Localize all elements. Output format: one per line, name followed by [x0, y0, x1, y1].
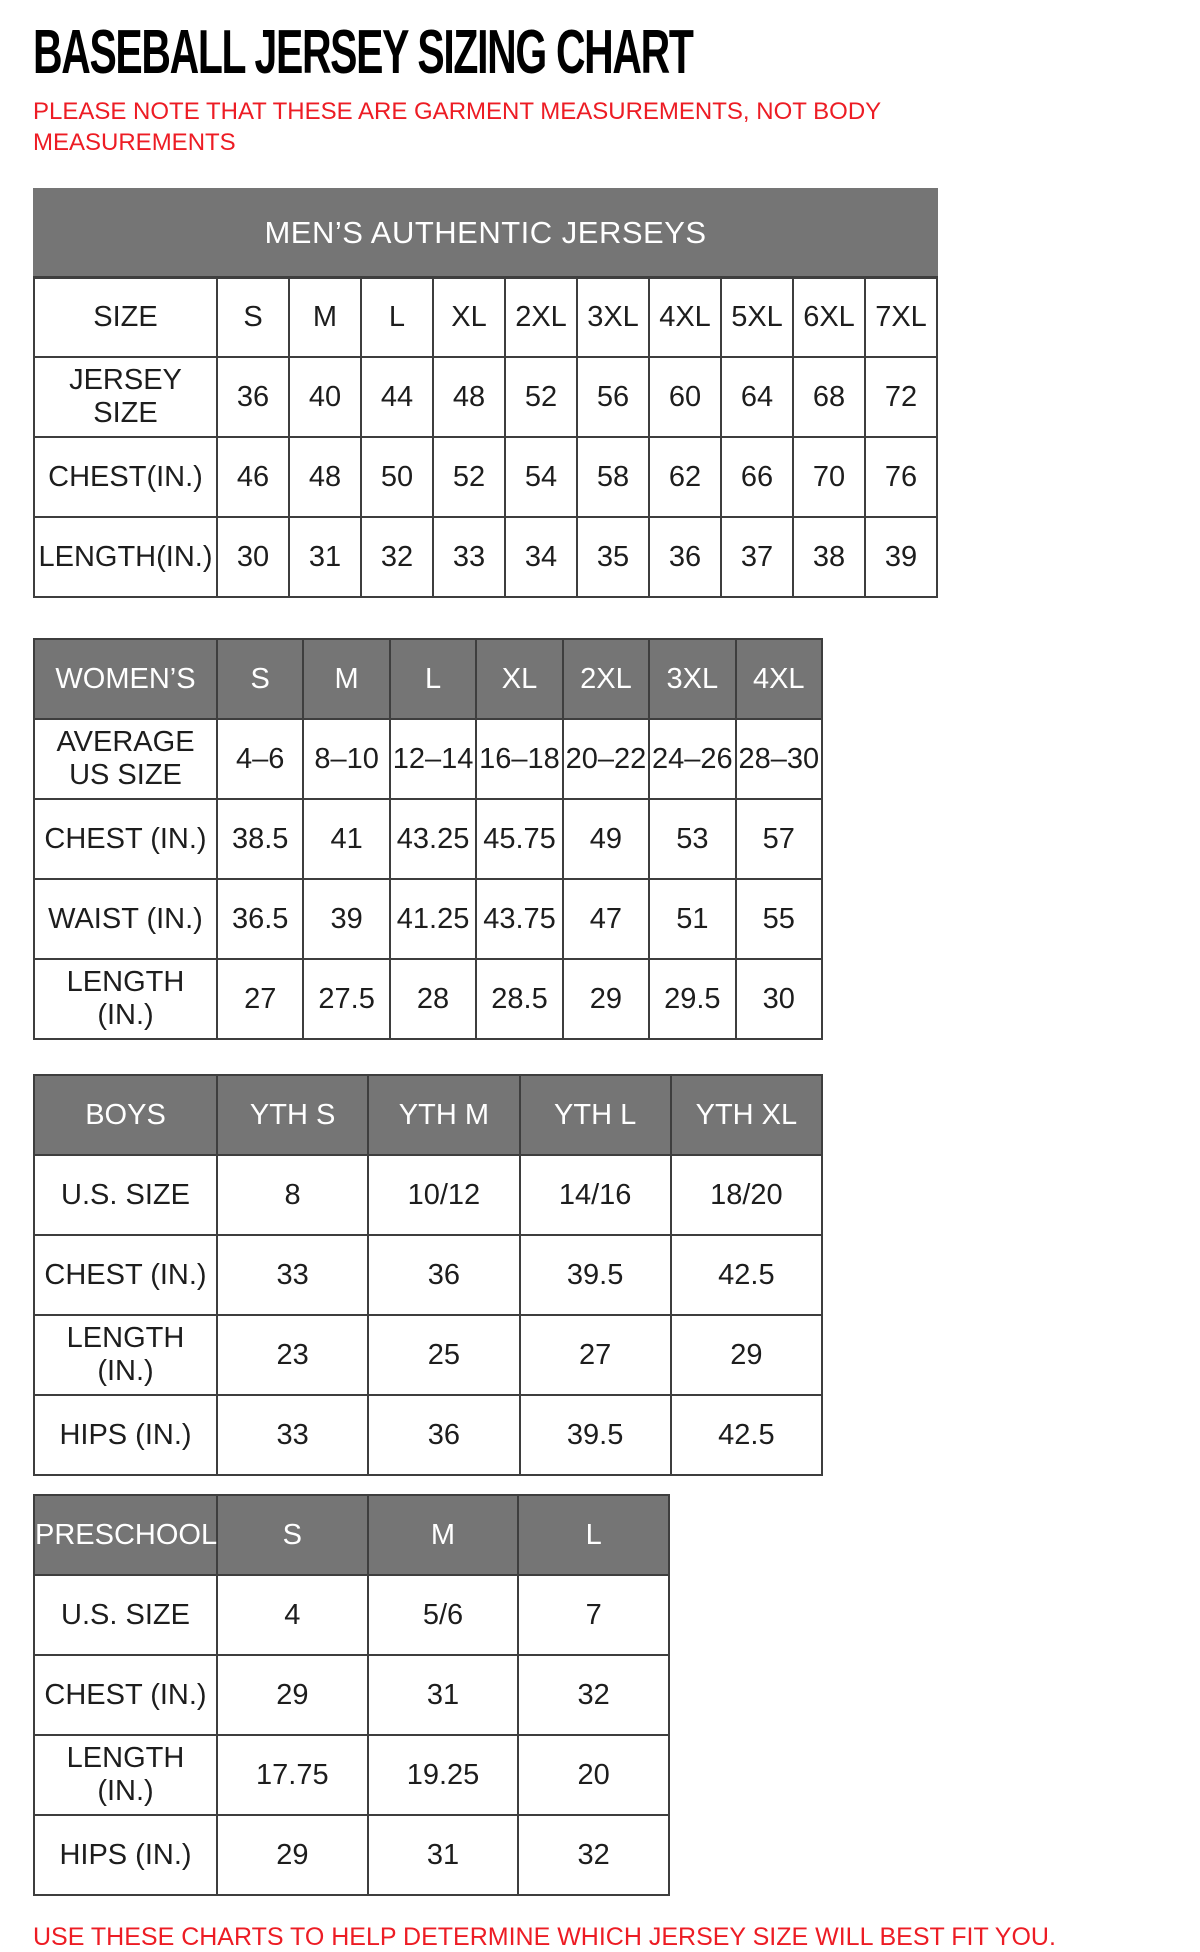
table-cell: 28–30	[736, 719, 822, 799]
table-cell: 36.5	[217, 879, 303, 959]
table-cell: 66	[721, 437, 793, 517]
table-cell: 5/6	[368, 1575, 519, 1655]
column-header: L	[390, 639, 476, 719]
table-cell: 36	[649, 517, 721, 597]
table-row	[34, 1155, 822, 1235]
table-cell: 8	[217, 1155, 368, 1235]
row-label: LENGTH (IN.)	[34, 1735, 217, 1815]
table-cell: 20–22	[563, 719, 649, 799]
table-cell: 20	[518, 1735, 669, 1815]
column-header: PRESCHOOL	[34, 1495, 217, 1575]
table-cell: 43.25	[390, 799, 476, 879]
table-cell: 29.5	[649, 959, 735, 1039]
table-row	[34, 1315, 822, 1395]
table-row	[34, 959, 822, 1039]
preschool-sizing-table	[33, 1494, 670, 1896]
table-row	[34, 1075, 822, 1155]
table-cell: 29	[671, 1315, 822, 1395]
table-cell: 30	[736, 959, 822, 1039]
table-cell: 42.5	[671, 1395, 822, 1475]
row-label: CHEST (IN.)	[34, 799, 217, 879]
table-cell: 70	[793, 437, 865, 517]
table-cell: M	[289, 277, 361, 357]
table-row	[34, 799, 822, 879]
table-cell: 32	[518, 1655, 669, 1735]
row-label: SIZE	[34, 277, 217, 357]
row-label: AVERAGE US SIZE	[34, 719, 217, 799]
garment-measurements-note: PLEASE NOTE THAT THESE ARE GARMENT MEASUREMENTS, NOT BODY MEASUREMENTS	[33, 98, 881, 157]
table-cell: 39	[303, 879, 389, 959]
table-cell: 62	[649, 437, 721, 517]
column-header: XL	[476, 639, 562, 719]
row-label: CHEST (IN.)	[34, 1235, 217, 1315]
table-cell: L	[361, 277, 433, 357]
womens-sizing-table	[33, 638, 823, 1040]
table-cell: 39.5	[520, 1235, 671, 1315]
table-cell: 14/16	[520, 1155, 671, 1235]
table-cell: 76	[865, 437, 937, 517]
table-cell: 49	[563, 799, 649, 879]
table-cell: 12–14	[390, 719, 476, 799]
table-row	[34, 639, 822, 719]
table-cell: 31	[368, 1655, 519, 1735]
table-cell: 53	[649, 799, 735, 879]
table-cell: 43.75	[476, 879, 562, 959]
row-label: HIPS (IN.)	[34, 1815, 217, 1895]
row-label: CHEST(IN.)	[34, 437, 217, 517]
table-cell: 34	[505, 517, 577, 597]
table-cell: 16–18	[476, 719, 562, 799]
table-cell: 38.5	[217, 799, 303, 879]
table-cell: 44	[361, 357, 433, 437]
page-title: BASEBALL JERSEY SIZING CHART	[33, 18, 693, 87]
table-cell: 39	[865, 517, 937, 597]
column-header: M	[368, 1495, 519, 1575]
row-label: WAIST (IN.)	[34, 879, 217, 959]
row-label: CHEST (IN.)	[34, 1655, 217, 1735]
table-cell: 40	[289, 357, 361, 437]
table-cell: 35	[577, 517, 649, 597]
table-cell: 7	[518, 1575, 669, 1655]
column-header: L	[518, 1495, 669, 1575]
table-cell: 72	[865, 357, 937, 437]
row-label: LENGTH(IN.)	[34, 517, 217, 597]
table-row	[34, 189, 937, 277]
table-cell: 36	[217, 357, 289, 437]
table-cell: 54	[505, 437, 577, 517]
table-row	[34, 277, 937, 357]
table-row	[34, 1575, 669, 1655]
table-row	[34, 437, 937, 517]
table-row	[34, 1235, 822, 1315]
column-header: 4XL	[736, 639, 822, 719]
row-label: U.S. SIZE	[34, 1575, 217, 1655]
row-label: JERSEY SIZE	[34, 357, 217, 437]
column-header: 3XL	[649, 639, 735, 719]
table-cell: 4–6	[217, 719, 303, 799]
table-row	[34, 719, 822, 799]
row-label: LENGTH (IN.)	[34, 1315, 217, 1395]
table-cell: 28.5	[476, 959, 562, 1039]
table-cell: 18/20	[671, 1155, 822, 1235]
table-row	[34, 357, 937, 437]
table-cell: 47	[563, 879, 649, 959]
table-cell: 64	[721, 357, 793, 437]
table-cell: 27	[520, 1315, 671, 1395]
table-cell: 56	[577, 357, 649, 437]
column-header: S	[217, 1495, 368, 1575]
table-cell: 31	[289, 517, 361, 597]
table-row	[34, 879, 822, 959]
table-cell: 33	[217, 1235, 368, 1315]
column-header: 2XL	[563, 639, 649, 719]
table-cell: 58	[577, 437, 649, 517]
table-cell: 7XL	[865, 277, 937, 357]
table-row	[34, 1395, 822, 1475]
table-cell: 60	[649, 357, 721, 437]
column-header: YTH L	[520, 1075, 671, 1155]
table-cell: 29	[217, 1815, 368, 1895]
column-header: S	[217, 639, 303, 719]
table-cell: 36	[368, 1395, 519, 1475]
table-cell: 51	[649, 879, 735, 959]
table-cell: 4XL	[649, 277, 721, 357]
table-cell: 33	[217, 1395, 368, 1475]
table-cell: 68	[793, 357, 865, 437]
table-cell: 48	[289, 437, 361, 517]
table-cell: 17.75	[217, 1735, 368, 1815]
table-row	[34, 1495, 669, 1575]
column-header: BOYS	[34, 1075, 217, 1155]
table-cell: 57	[736, 799, 822, 879]
column-header: YTH XL	[671, 1075, 822, 1155]
table-row	[34, 1655, 669, 1735]
table-cell: 10/12	[368, 1155, 519, 1235]
table-cell: 41.25	[390, 879, 476, 959]
boys-sizing-table	[33, 1074, 823, 1476]
column-header: WOMEN’S	[34, 639, 217, 719]
column-header: M	[303, 639, 389, 719]
column-header: YTH S	[217, 1075, 368, 1155]
table-cell: 33	[433, 517, 505, 597]
column-header: YTH M	[368, 1075, 519, 1155]
table-row	[34, 517, 937, 597]
mens-sizing-table	[33, 188, 938, 598]
table-cell: 48	[433, 357, 505, 437]
table-cell: 27	[217, 959, 303, 1039]
table-cell: S	[217, 277, 289, 357]
table-cell: 25	[368, 1315, 519, 1395]
table-cell: 52	[433, 437, 505, 517]
table-cell: 29	[217, 1655, 368, 1735]
table-cell: 55	[736, 879, 822, 959]
table-cell: 32	[518, 1815, 669, 1895]
table-cell: 24–26	[649, 719, 735, 799]
table-cell: 23	[217, 1315, 368, 1395]
table-cell: 36	[368, 1235, 519, 1315]
table-cell: 42.5	[671, 1235, 822, 1315]
table-cell: 19.25	[368, 1735, 519, 1815]
table-cell: 8–10	[303, 719, 389, 799]
table-cell: 39.5	[520, 1395, 671, 1475]
table-cell: 52	[505, 357, 577, 437]
table-cell: 6XL	[793, 277, 865, 357]
table-cell: 2XL	[505, 277, 577, 357]
table-cell: 5XL	[721, 277, 793, 357]
row-label: LENGTH (IN.)	[34, 959, 217, 1039]
table-row	[34, 1815, 669, 1895]
table-cell: 38	[793, 517, 865, 597]
table-cell: 27.5	[303, 959, 389, 1039]
table-cell: 30	[217, 517, 289, 597]
table-row	[34, 1735, 669, 1815]
table-cell: 41	[303, 799, 389, 879]
table-cell: XL	[433, 277, 505, 357]
table-cell: 50	[361, 437, 433, 517]
row-label: HIPS (IN.)	[34, 1395, 217, 1475]
table-cell: 31	[368, 1815, 519, 1895]
table-cell: 32	[361, 517, 433, 597]
row-label: U.S. SIZE	[34, 1155, 217, 1235]
table-cell: 29	[563, 959, 649, 1039]
table-cell: 45.75	[476, 799, 562, 879]
table-cell: 4	[217, 1575, 368, 1655]
table-cell: 28	[390, 959, 476, 1039]
table-cell: 46	[217, 437, 289, 517]
mens-banner: MEN’S AUTHENTIC JERSEYS	[34, 189, 937, 277]
table-cell: 3XL	[577, 277, 649, 357]
fit-advice-footer: USE THESE CHARTS TO HELP DETERMINE WHICH JERSEY SIZE WILL BEST FIT YOU.	[33, 1923, 1056, 1952]
table-cell: 37	[721, 517, 793, 597]
